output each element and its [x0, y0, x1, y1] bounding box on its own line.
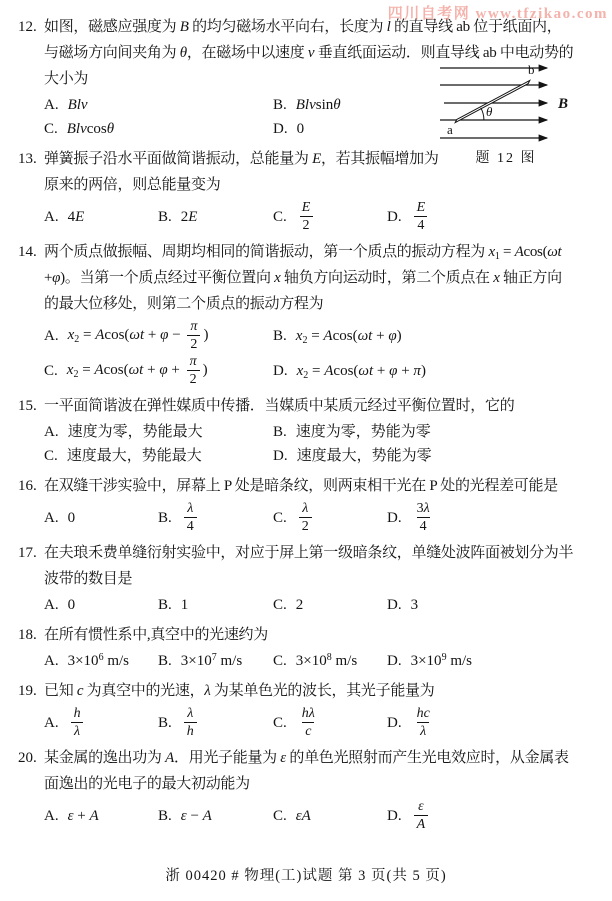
option-label: C.: [273, 509, 287, 526]
stem-line: 与磁场方向间夹角为 θ，在磁场中以速度 v 垂直纸面运动．则直导线 ab 中电动势的: [44, 45, 574, 61]
option-content: $x_2 = Acos(\omega t + \varphi)$: [295, 327, 402, 346]
option-label: C.: [44, 362, 58, 379]
option: [158, 649, 273, 673]
option: [387, 593, 594, 617]
fraction: $\frac{h}{\lambda}$: [71, 706, 84, 739]
question-12-figure: [436, 60, 576, 167]
option-label: D.: [273, 362, 288, 379]
option-content: 0: [67, 509, 76, 526]
option-content: [181, 705, 200, 740]
option: [44, 420, 273, 444]
option-label: B.: [158, 714, 172, 731]
option-label: B.: [273, 424, 287, 440]
fraction: $\frac{E}{2}$: [299, 200, 314, 233]
options: [44, 420, 594, 468]
option-content: $3\times 10^9$ m/s: [410, 652, 472, 669]
fraction: $\frac{h\lambda}{c}$: [301, 706, 315, 739]
stem-line: 已知 c 为真空中的光速，λ 为某单色光的波长，其光子能量为: [44, 683, 435, 699]
question-body: [44, 540, 594, 619]
question: [18, 239, 594, 390]
option-label: B.: [158, 208, 172, 225]
option-content: εA: [295, 807, 311, 824]
option-label: B.: [158, 509, 172, 526]
stem-line: 在夫琅禾费单缝衍射实验中，对应于屏上第一级暗条纹，单缝处波阵面被划分为半: [44, 545, 574, 561]
option: [158, 500, 273, 535]
option-content: [68, 705, 87, 740]
stem-line: 两个质点做振幅、周期均相同的简谐振动，第一个质点的振动方程为 $x_1 = Acos(\omega t$: [44, 244, 562, 262]
option-content: 4E: [67, 208, 85, 225]
option-content: 0: [67, 597, 76, 613]
option-content: $x_2 = Acos(\omega t + \varphi$ − $\frac{\pi}{2}$ ): [67, 319, 209, 352]
stem-line: 大小为: [44, 71, 89, 87]
stem-line: 在双缝干涉实验中，屏幕上 P 处是暗条纹，则两束相干光在 P 处的光程差可能是: [44, 478, 558, 494]
fraction: $\frac{\lambda}{4}$: [184, 501, 197, 534]
option-content: Blvsinθ: [295, 97, 341, 113]
option-content: Blvcosθ: [66, 121, 115, 137]
stem-line: 某金属的逸出功为 A．用光子能量为 ε 的单色光照射而产生光电效应时，从金属表: [44, 750, 569, 766]
option-content: 速度最大，势能最大: [66, 448, 202, 464]
fraction: $\frac{E}{4}$: [414, 200, 429, 233]
question: [18, 393, 594, 470]
option-content: $x_2 = Acos(\omega t + \varphi$ + $\frac{\pi}{2}$ ): [66, 354, 208, 387]
fraction: $\frac{\pi}{2}$: [187, 354, 200, 387]
option: [273, 798, 387, 833]
option: [273, 649, 387, 673]
option-label: D.: [387, 509, 402, 526]
stem-line: 原来的两倍，则总能量变为: [44, 177, 221, 193]
option-content: $3\times 10^8$ m/s: [295, 652, 358, 669]
option-label: D.: [387, 653, 402, 669]
option: [44, 318, 273, 353]
field-lines-figure: [436, 60, 576, 144]
stem-line: 波带的数目是: [44, 571, 133, 587]
option: [44, 500, 158, 535]
option-content: 0: [296, 121, 305, 137]
stem-line: 在所有惯性系中,真空中的光速约为: [44, 627, 268, 643]
stem-line: +φ)。当第一个质点经过平衡位置向 x 轴负方向运动时，第二个质点在 x 轴正方向: [44, 270, 562, 286]
option: [44, 199, 158, 234]
question-number: 15.: [18, 398, 37, 414]
option-label: C.: [44, 448, 58, 464]
option-content: [411, 798, 432, 833]
fraction: $\frac{\varepsilon}{A}$: [414, 799, 429, 832]
option: [158, 593, 273, 617]
option-label: A.: [44, 653, 59, 669]
question-number: 16.: [18, 478, 37, 494]
option: [273, 500, 387, 535]
options: [44, 798, 594, 833]
option-label: C.: [273, 597, 287, 613]
question-body: [44, 622, 594, 675]
question: [18, 473, 594, 537]
option-content: $3\times 10^6$ m/s: [67, 652, 129, 669]
option-label: D.: [387, 597, 402, 613]
fraction: $\frac{\pi}{2}$: [187, 319, 200, 352]
watermark: 四川自考网 www.tfzikao.com: [387, 6, 608, 22]
option-content: ε − A: [180, 807, 212, 824]
options: [44, 593, 594, 617]
option-label: A.: [44, 424, 59, 440]
option-label: D.: [273, 121, 288, 137]
option-content: [411, 500, 436, 535]
question-body: [44, 473, 594, 537]
wire-label-a: a: [447, 122, 453, 137]
option-label: C.: [273, 714, 287, 731]
question-number: 17.: [18, 545, 37, 561]
option: [44, 798, 158, 833]
fraction: $\frac{\lambda}{2}$: [299, 501, 312, 534]
option: [273, 199, 387, 234]
option-content: [296, 705, 321, 740]
question-body: [44, 393, 594, 470]
option: [273, 444, 594, 468]
option-label: D.: [387, 714, 402, 731]
wire-ab: [455, 80, 530, 122]
stem-line: 面逸出的光电子的最大初动能为: [44, 776, 250, 792]
option-label: A.: [44, 807, 59, 824]
option-label: A.: [44, 208, 59, 225]
figure-caption: 题 12 图: [475, 151, 537, 166]
field-label-b: B: [558, 96, 569, 112]
question: [18, 540, 594, 619]
stem-line: 一平面简谐波在弹性媒质中传播．当媒质中某质元经过平衡位置时，它的: [44, 398, 515, 414]
option-content: ε + A: [67, 807, 99, 824]
question: [18, 678, 594, 742]
option: [44, 444, 273, 468]
option-content: 速度为零，势能为零: [295, 424, 431, 440]
fraction: $\frac{hc}{\lambda}$: [416, 706, 430, 739]
wire-label-b: b: [528, 62, 535, 77]
option-label: D.: [387, 807, 402, 824]
stem-line: 如图，磁感应强度为 B 的均匀磁场水平向右，长度为 l 的直导线 ab 位于纸面内，: [44, 19, 562, 35]
option: [387, 500, 594, 535]
option-content: 3: [410, 597, 419, 613]
option-content: [296, 500, 315, 535]
option-label: B.: [158, 807, 172, 824]
option: [273, 420, 594, 444]
option-content: [181, 500, 200, 535]
angle-arc: [481, 108, 484, 120]
angle-label-theta: θ: [486, 104, 493, 119]
option-label: D.: [387, 208, 402, 225]
option-label: C.: [273, 208, 287, 225]
option-label: A.: [44, 97, 59, 113]
option: [387, 199, 594, 234]
option: [273, 318, 594, 353]
option-content: $x_2 = Acos(\omega t + \varphi + \pi)$: [296, 362, 426, 381]
option: [44, 93, 273, 117]
options: [44, 318, 594, 388]
option-content: 2E: [180, 208, 198, 225]
option: [44, 705, 158, 740]
question: [18, 745, 594, 835]
page-footer: 浙 00420 # 物理(工)试题 第 3 页(共 5 页): [165, 868, 447, 884]
option-label: A.: [44, 714, 59, 731]
option-label: A.: [44, 597, 59, 613]
option-content: 速度为零，势能最大: [67, 424, 203, 440]
option: [387, 798, 594, 833]
options: [44, 649, 594, 673]
question-number: 12.: [18, 19, 37, 35]
question-body: [44, 745, 594, 835]
option-label: C.: [273, 807, 287, 824]
option-label: C.: [44, 121, 58, 137]
option: [387, 649, 594, 673]
option: [44, 117, 273, 141]
option-label: A.: [44, 509, 59, 526]
option-content: [411, 199, 432, 234]
stem-line: 的最大位移处，则第二个质点的振动方程为: [44, 296, 324, 312]
option-content: Blv: [67, 97, 88, 113]
option: [44, 593, 158, 617]
option: [158, 798, 273, 833]
option-label: B.: [158, 653, 172, 669]
question-number: 13.: [18, 151, 37, 167]
option-content: 2: [295, 597, 304, 613]
option-label: C.: [273, 653, 287, 669]
option-content: [296, 199, 317, 234]
field-line-arrows: [440, 68, 547, 138]
option: [273, 705, 387, 740]
question-body: [44, 678, 594, 742]
option: [44, 353, 273, 388]
question: [18, 622, 594, 675]
options: [44, 705, 594, 740]
option: [158, 705, 273, 740]
options: [44, 500, 594, 535]
option-label: D.: [273, 448, 288, 464]
question-number: 19.: [18, 683, 37, 699]
question-number: 20.: [18, 750, 37, 766]
option-label: B.: [158, 597, 172, 613]
fraction: $\frac{3\lambda}{4}$: [416, 501, 430, 534]
option-label: B.: [273, 327, 287, 344]
option-content: $3\times 10^7$ m/s: [180, 652, 243, 669]
stem-line: 弹簧振子沿水平面做简谐振动，总能量为 E，若其振幅增加为: [44, 151, 439, 167]
option-content: 速度最大，势能为零: [296, 448, 432, 464]
option: [387, 705, 594, 740]
option: [44, 649, 158, 673]
option-label: B.: [273, 97, 287, 113]
option-content: [411, 705, 436, 740]
option: [273, 593, 387, 617]
question-number: 18.: [18, 627, 37, 643]
question-number: 14.: [18, 244, 37, 260]
question-body: [44, 239, 594, 390]
options: [44, 199, 594, 234]
option-content: 1: [180, 597, 189, 613]
option: [273, 353, 594, 388]
option-label: A.: [44, 327, 59, 344]
option: [158, 199, 273, 234]
fraction: $\frac{\lambda}{h}$: [184, 706, 197, 739]
